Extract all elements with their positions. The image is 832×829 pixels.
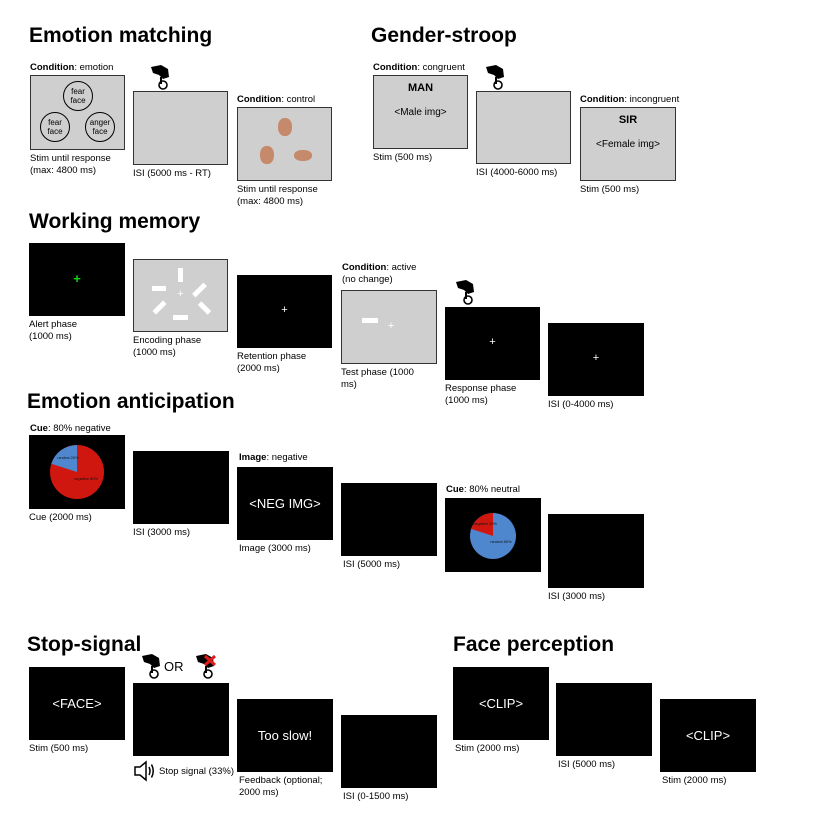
wm-retention-screen: [237, 275, 332, 348]
ea-cue-negative-screen: [29, 435, 125, 509]
wm-alert-caption: Alert phase (1000 ms): [29, 319, 78, 342]
wm-response-screen: [445, 307, 540, 380]
ea-image-caption: Image (3000 ms): [239, 543, 311, 554]
ea-cue1-caption: Cue (2000 ms): [29, 512, 92, 523]
hand-pointer-icon: [140, 652, 162, 680]
face-image-right: [294, 150, 312, 161]
gs-incongruent-screen: [580, 107, 676, 181]
ea-image-screen: [237, 467, 333, 540]
gs-isi-caption: ISI (4000-6000 ms): [476, 167, 558, 178]
wm-condition-label: Condition: active (no change): [342, 262, 417, 285]
white-fixation-cross: +: [177, 288, 184, 300]
fp-clip1-screen: [453, 667, 549, 740]
too-slow-text: Too slow!: [257, 728, 313, 743]
or-label: OR: [164, 659, 184, 674]
section-title-emotion-matching: Emotion matching: [29, 24, 213, 47]
wm-isi-caption: ISI (0-4000 ms): [548, 399, 614, 410]
hand-pointer-icon: [484, 63, 506, 91]
ea-isi3-caption: ISI (3000 ms): [548, 591, 606, 602]
face-placeholder: <FACE>: [52, 696, 102, 711]
em-stim-emotion-screen: [30, 75, 125, 150]
fp-clip2-screen: [660, 699, 756, 772]
em-isi-screen: [133, 91, 228, 165]
gs-word-man: MAN: [407, 82, 434, 94]
bar-top: [178, 268, 183, 282]
face-image-top: [278, 118, 292, 136]
wm-retention-caption: Retention phase (2000 ms): [237, 351, 307, 374]
em-stim-control-screen: [237, 107, 332, 181]
section-title-emotion-anticipation: Emotion anticipation: [27, 390, 235, 413]
wm-encoding-caption: Encoding phase (1000 ms): [133, 335, 202, 358]
gs-condition-incongruent-label: Condition: incongruent: [580, 94, 680, 105]
em-stim2-caption: Stim until response (max: 4800 ms): [237, 184, 318, 207]
ss-stop-signal-caption: Stop signal (33%): [159, 766, 234, 777]
white-fixation-cross: +: [592, 352, 600, 364]
em-condition-control-label: Condition: control: [237, 94, 316, 105]
gs-congruent-screen: [373, 75, 468, 149]
ss-response-screen: [133, 683, 229, 756]
ss-isi-screen: [341, 715, 437, 788]
wm-isi-screen: [548, 323, 644, 396]
ss-feedback-caption: Feedback (optional; 2000 ms): [239, 775, 323, 798]
bar-lower-right: [198, 301, 211, 314]
gs-stim2-caption: Stim (500 ms): [580, 184, 640, 195]
wm-test-screen: [341, 290, 437, 364]
wm-encoding-screen: [133, 259, 228, 332]
hand-no-press-icon: [194, 652, 218, 680]
pie-label-large: negative 80%: [73, 476, 99, 481]
fp-stim2-caption: Stim (2000 ms): [662, 775, 727, 786]
gs-female-img-placeholder: <Female img>: [596, 139, 660, 150]
pie-label-small: negative 20%: [472, 521, 498, 526]
fp-isi-screen: [556, 683, 652, 756]
em-stim1-caption: Stim until response (max: 4800 ms): [30, 153, 111, 176]
pie-label-small: neutral 20%: [57, 455, 79, 460]
gs-isi-screen: [476, 91, 571, 164]
clip-placeholder-1: <CLIP>: [478, 696, 524, 711]
wm-alert-screen: [29, 243, 125, 316]
gs-stim1-caption: Stim (500 ms): [373, 152, 433, 163]
pie-label-large: neutral 80%: [490, 539, 512, 544]
white-fixation-cross: +: [387, 320, 395, 332]
neg-img-placeholder: <NEG IMG>: [249, 496, 321, 511]
white-fixation-cross: +: [489, 336, 496, 348]
gs-word-sir: SIR: [618, 114, 638, 126]
ea-isi1-screen: [133, 451, 229, 524]
hand-pointer-icon: [149, 63, 171, 91]
face-image-left: [260, 146, 274, 164]
bar-bottom: [173, 315, 188, 320]
bar-lower-left: [152, 300, 166, 314]
ea-cue2-label: Cue: 80% neutral: [446, 484, 520, 495]
ea-isi3-screen: [548, 514, 644, 588]
em-isi-caption: ISI (5000 ms - RT): [133, 168, 211, 179]
ss-isi-caption: ISI (0-1500 ms): [343, 791, 409, 802]
ea-image-label: Image: negative: [239, 452, 308, 463]
circle-top: fear face: [63, 81, 93, 111]
section-title-stop-signal: Stop-signal: [27, 633, 142, 656]
em-condition-emotion-label: Condition: emotion: [30, 62, 114, 73]
pie-chart-neutral: [446, 499, 541, 572]
ea-isi2-caption: ISI (5000 ms): [343, 559, 401, 570]
section-title-gender-stroop: Gender-stroop: [371, 24, 517, 47]
ea-isi1-caption: ISI (3000 ms): [133, 527, 191, 538]
fp-isi-caption: ISI (5000 ms): [558, 759, 616, 770]
gs-condition-congruent-label: Condition: congruent: [373, 62, 465, 73]
white-fixation-cross: +: [281, 304, 288, 316]
ea-isi2-screen: [341, 483, 437, 556]
section-title-face-perception: Face perception: [453, 633, 615, 656]
clip-placeholder-2: <CLIP>: [685, 728, 731, 743]
gs-male-img-placeholder: <Male img>: [394, 107, 447, 118]
ss-feedback-screen: [237, 699, 333, 772]
speaker-icon: [133, 760, 157, 782]
section-title-working-memory: Working memory: [29, 210, 201, 233]
wm-test-caption: Test phase (1000 ms): [341, 367, 414, 390]
ss-stim-screen: [29, 667, 125, 740]
ea-cue-neutral-screen: [445, 498, 541, 572]
ss-stim-caption: Stim (500 ms): [29, 743, 89, 754]
circle-right: anger face: [85, 112, 115, 142]
fp-stim1-caption: Stim (2000 ms): [455, 743, 520, 754]
green-fixation-cross: +: [73, 271, 81, 286]
ea-cue1-label: Cue: 80% negative: [30, 423, 111, 434]
wm-response-caption: Response phase (1000 ms): [445, 383, 517, 406]
hand-pointer-icon: [454, 278, 476, 306]
pie-chart-negative: [30, 436, 125, 509]
circle-left: fear face: [40, 112, 70, 142]
